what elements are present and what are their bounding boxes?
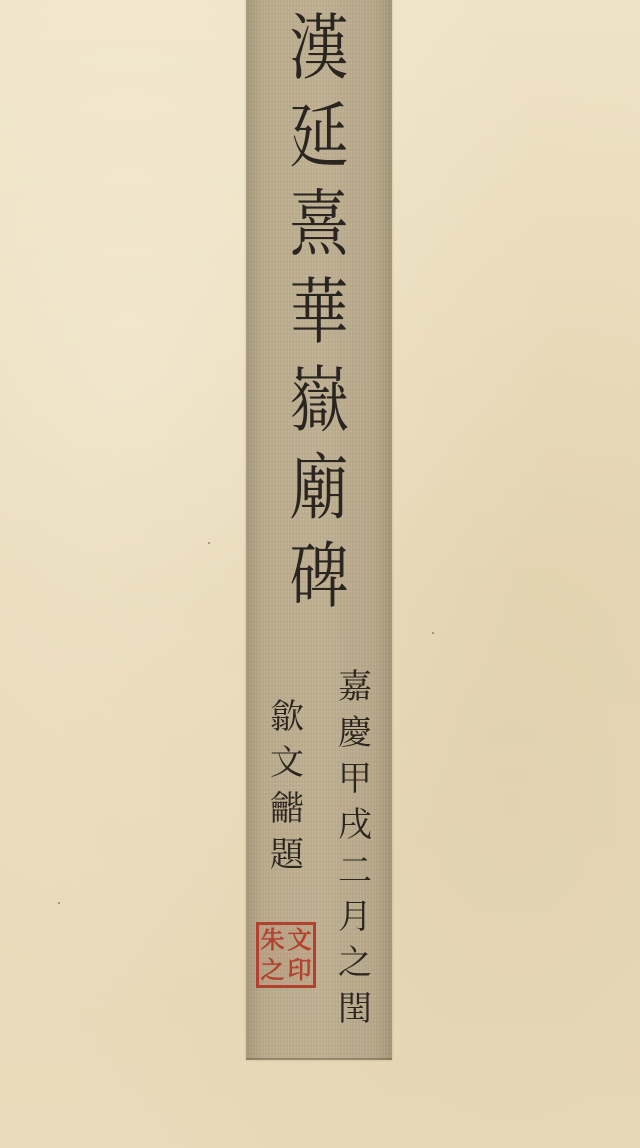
date-char: 二 xyxy=(338,851,372,891)
title-char: 嶽 xyxy=(289,358,349,442)
signature-column xyxy=(264,694,310,878)
date-char: 甲 xyxy=(338,759,372,799)
title-char: 碑 xyxy=(289,534,349,618)
date-char: 閏 xyxy=(338,989,372,1029)
paper-speck xyxy=(208,542,210,544)
seal-char: 文 xyxy=(287,925,312,954)
title-column xyxy=(268,4,370,620)
signature-char: 歙 xyxy=(270,697,304,737)
paper-speck xyxy=(58,902,60,904)
title-char: 華 xyxy=(289,270,349,354)
paper-speck xyxy=(432,632,434,634)
date-char: 月 xyxy=(338,897,372,937)
date-char: 之 xyxy=(338,943,372,983)
signature-char: 文 xyxy=(270,743,304,783)
title-char: 漢 xyxy=(289,6,349,90)
red-seal-stamp xyxy=(256,922,316,988)
signature-char: 龤 xyxy=(270,789,304,829)
title-char: 延 xyxy=(289,94,349,178)
seal-char: 朱 xyxy=(260,925,285,954)
signature-char: 題 xyxy=(270,835,304,875)
title-char: 廟 xyxy=(289,446,349,530)
date-char: 嘉 xyxy=(338,667,372,707)
date-char: 慶 xyxy=(338,713,372,753)
date-char: 戌 xyxy=(338,805,372,845)
seal-char: 印 xyxy=(287,955,312,984)
date-inscription-column xyxy=(332,664,378,1032)
title-char: 熹 xyxy=(289,182,349,266)
seal-char: 之 xyxy=(260,955,285,984)
